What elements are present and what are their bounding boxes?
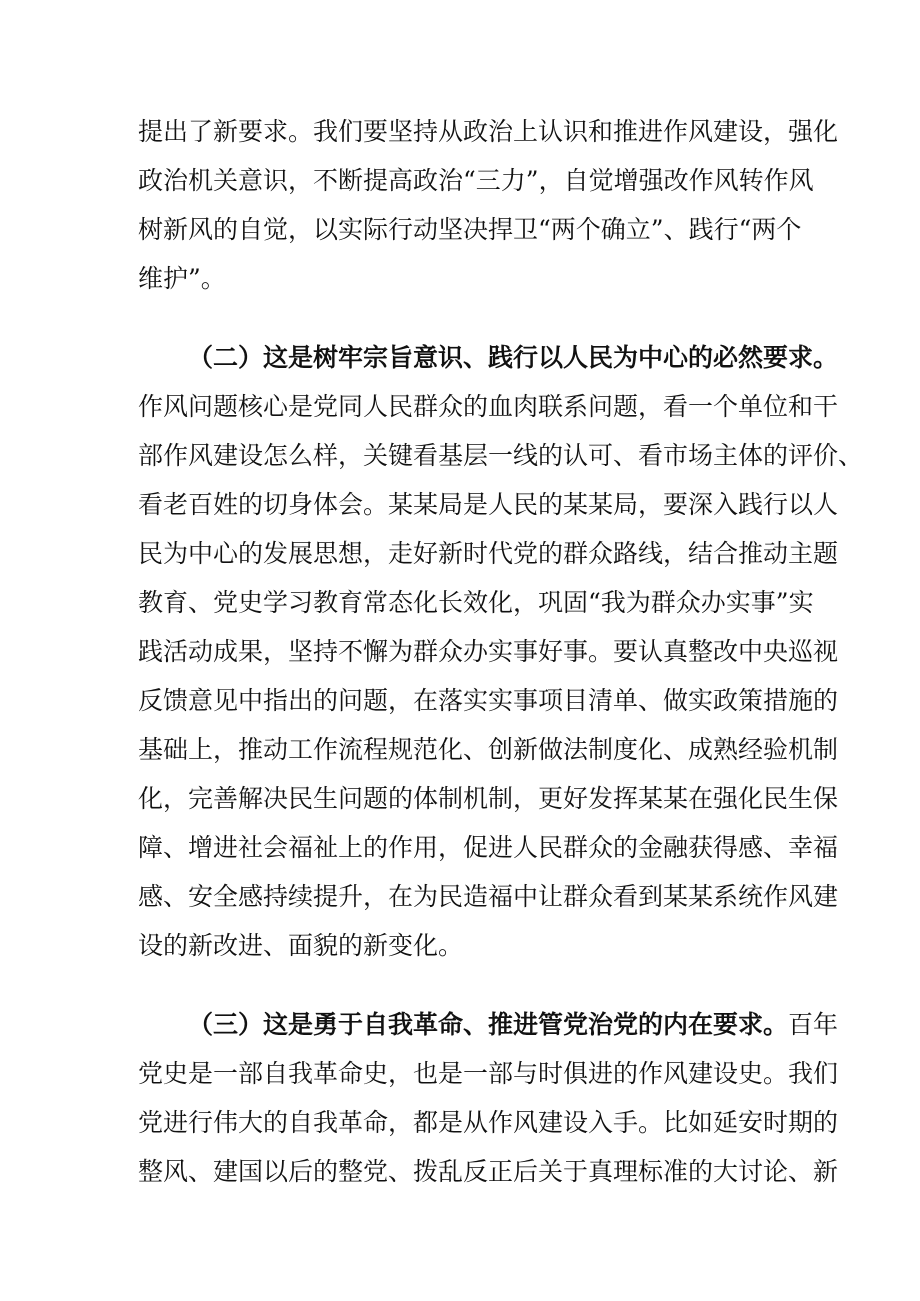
paragraph-2-line-3: 看老百姓的切身体会。某某局是人民的某某局，要深入践行以人 xyxy=(138,490,839,519)
paragraph-2-line-2: 部作风建设怎么样，关键看基层一线的认可、看市场主体的评价、 xyxy=(138,441,864,470)
paragraph-3-line-2: 党进行伟大的自我革命，都是从作风建设入手。比如延安时期的 xyxy=(138,1108,839,1137)
paragraph-1-line-1: 提出了新要求。我们要坚持从政治上认识和推进作风建设，强化 xyxy=(138,117,839,146)
section-2-heading: （二）这是树牢宗旨意识、践行以人民为中心的必然要求。 xyxy=(188,343,839,372)
paragraph-2-line-8: 基础上，推动工作流程规范化、创新做法制度化、成熟经验机制 xyxy=(138,735,839,764)
section-3-heading-line xyxy=(138,1001,839,1049)
paragraph-3-line-1: 党史是一部自我革命史，也是一部与时俱进的作风建设史。我们 xyxy=(138,1059,839,1088)
paragraph-2-line-5: 教育、党史学习教育常态化长效化，巩固“我为群众办实事”实 xyxy=(138,588,814,617)
paragraph-2-line-4: 民为中心的发展思想，走好新时代党的群众路线，结合推动主题 xyxy=(138,539,839,568)
paragraph-2-line-12: 设的新改进、面貌的新变化。 xyxy=(138,931,464,960)
paragraph-3-line-3: 整风、建国以后的整党、拨乱反正后关于真理标准的大讨论、新 xyxy=(138,1157,839,1186)
section-3-heading: （三）这是勇于自我革命、推进管党治党的内在要求。 xyxy=(188,1010,789,1039)
paragraph-2-line-1: 作风问题核心是党同人民群众的血肉联系问题，看一个单位和干 xyxy=(138,392,839,421)
paragraph-2-line-11: 感、安全感持续提升，在为民造福中让群众看到某某系统作风建 xyxy=(138,882,839,911)
paragraph-2-line-10: 障、增进社会福祉上的作用，促进人民群众的金融获得感、幸福 xyxy=(138,833,839,862)
paragraph-1-line-2: 政治机关意识，不断提高政治“三力”，自觉增强改作风转作风 xyxy=(138,166,814,195)
paragraph-2-line-9: 化，完善解决民生问题的体制机制，更好发挥某某在强化民生保 xyxy=(138,784,839,813)
section-3-heading-tail: 百年 xyxy=(788,1010,839,1039)
paragraph-2-line-6: 践活动成果，坚持不懈为群众办实事好事。要认真整改中央巡视 xyxy=(138,637,839,666)
paragraph-1-line-4: 维护”。 xyxy=(138,264,226,293)
paragraph-1-line-3: 树新风的自觉，以实际行动坚决捍卫“两个确立”、践行“两个 xyxy=(138,215,802,244)
paragraph-2-line-7: 反馈意见中指出的问题，在落实实事项目清单、做实政策措施的 xyxy=(138,686,839,715)
